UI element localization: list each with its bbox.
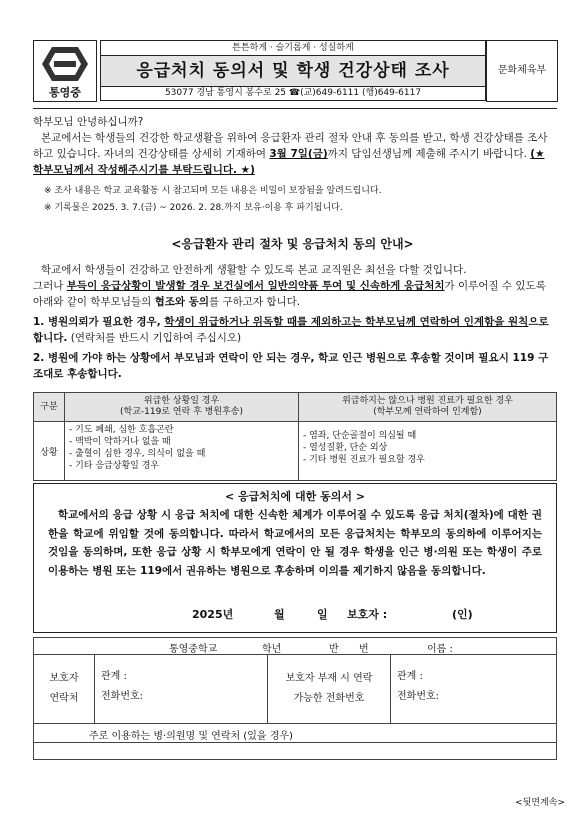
school-motto: 튼튼하게 · 슬기롭게 · 성실하게 bbox=[100, 40, 486, 55]
table-header-nonurgent: 위급하지는 않으나 병원 진료가 필요한 경우 (학부모께 연락하여 인계함) bbox=[299, 393, 557, 422]
deadline-date: 3월 7일(금) bbox=[269, 148, 328, 160]
table-row bbox=[34, 743, 557, 760]
hospital-info-field[interactable]: 주로 이용하는 병·의원명 및 연락처 (있을 경우) bbox=[34, 724, 557, 743]
row-label: 상황 bbox=[34, 422, 65, 481]
school-emblem-icon bbox=[40, 45, 90, 83]
procedure-item-2: 2. 병원에 가야 하는 상황에서 부모님과 연락이 안 되는 경우, 학교 인근 병원으로 후송할 것이며 필요시 119 구조대로 후송합니다. bbox=[33, 352, 549, 380]
guardian-contact-label: 보호자 연락처 bbox=[34, 655, 95, 724]
table-row bbox=[34, 724, 557, 743]
guardian-name-field[interactable]: 보호자 : bbox=[347, 608, 388, 621]
guardian-contact-field[interactable]: 관계 : 전화번호: bbox=[95, 655, 268, 724]
student-name-field[interactable]: 이름 : bbox=[427, 644, 453, 655]
page-title: 응급처치 동의서 및 학생 건강상태 조사 bbox=[100, 55, 486, 87]
consent-body: 학교에서의 응급 상황 시 응급 처치에 대한 신속한 체계가 이루어질 수 있도록 응급 처치(절차)에 대한 권한을 학교에 위임할 것에 동의합니다. 따라서 학교에서의 모든 응급처치는 학부모의 동의하에 이루어지는 것임을 동의하며, 또한 응급 상황 시 학부모에게 연락이 안 될 경우 학생을 인근 병·의원 또는 학생이 주로 이용하는 병원 또는 119에서 권유하는 병원으로 후송하며 이의를 제기하지 않음을 동의합니다. bbox=[48, 509, 542, 577]
alt-contact-label: 보호자 부재 시 연락 가능한 전화번호 bbox=[268, 655, 391, 724]
school-logo bbox=[33, 40, 97, 102]
hospital-info-blank[interactable] bbox=[34, 743, 557, 760]
number-field[interactable]: 번 bbox=[359, 644, 369, 655]
student-info-table bbox=[33, 637, 557, 760]
urgent-cases: - 기도 폐쇄, 심한 호흡곤란 - 맥박이 약하거나 없을 때 - 출혈이 심한 경우, 의식이 없을 때 - 기타 응급상황일 경우 bbox=[65, 422, 299, 481]
table-header-row bbox=[34, 393, 557, 422]
retention-note: ※ 기록물은 2025. 3. 7.(금) ~ 2026. 2. 28.까지 보유·이용 후 파기됩니다. bbox=[44, 203, 343, 213]
school-address: 53077 경남 통영시 봉수로 25 ☎(교)649-6111 (행)649-6117 bbox=[100, 86, 486, 101]
table-row bbox=[34, 638, 557, 655]
table-row bbox=[34, 655, 557, 724]
grade-field[interactable]: 학년 bbox=[262, 644, 282, 655]
section-intro-1: 학교에서 학생들이 건강하고 안전하게 생활할 수 있도록 본교 교직원은 최선을 다할 것입니다. bbox=[41, 264, 467, 276]
consent-month[interactable]: 월 bbox=[274, 608, 285, 621]
class-field[interactable]: 반 bbox=[329, 644, 339, 655]
consent-day[interactable]: 일 bbox=[317, 608, 328, 621]
seal-mark[interactable]: (인) bbox=[452, 608, 473, 621]
table-header-category: 구분 bbox=[34, 393, 65, 422]
header-divider bbox=[33, 108, 557, 109]
table-header-urgent: 위급한 상황일 경우 (학교-119로 연락 후 병원후송) bbox=[65, 393, 299, 422]
situation-table bbox=[33, 392, 557, 481]
section-intro-2: 그러나 부득이 응급상황이 발생할 경우 보건실에서 일반의약품 투여 및 신속하게 응급처치가 이루어질 수 있도록 아래와 같이 학부모님들의 협조와 동의를 구하고자 합니다. bbox=[33, 280, 546, 308]
consent-box bbox=[33, 483, 557, 633]
request-note: (★ 학부모님께서 작성해주시기를 부탁드립니다. ★) bbox=[33, 148, 545, 176]
section-title: <응급환자 관리 절차 및 응급처치 동의 안내> bbox=[171, 237, 414, 251]
consent-year: 2025년 bbox=[192, 608, 234, 621]
table-row bbox=[34, 422, 557, 481]
department-label: 문화체육부 bbox=[486, 40, 558, 102]
letter-paragraph: 본교에서는 학생들의 건강한 학교생활을 위하여 응급환자 관리 절차 안내 후 동의를 받고, 학생 건강상태를 조사하고 있습니다. 자녀의 건강상태를 상세히 기재하여 3월 7일(금)까지 담임선생님께 제출해 주시기 바랍니다. (★ 학부모님께서 작성해주시기를 부탁드립니다. ★) bbox=[33, 132, 548, 176]
procedure-item-1: 1. 병원의뢰가 필요한 경우, 학생이 위급하거나 위독할 때를 제외하고는 학부모님께 연락하여 인계함을 원칙으로 합니다. (연락처를 반드시 기입하여 주십시오) bbox=[33, 316, 549, 344]
nonurgent-cases: - 염좌, 단순골절이 의심될 때 - 열성질환, 단순 외상 - 기타 병원 진료가 필요할 경우 bbox=[299, 422, 557, 481]
alt-contact-field[interactable]: 관계 : 전화번호: bbox=[391, 655, 557, 724]
greeting: 학부모님 안녕하십니까? bbox=[33, 116, 144, 128]
privacy-note: ※ 조사 내용은 학교 교육활동 시 참고되며 모든 내용은 비밀이 보장됨을 알려드립니다. bbox=[44, 186, 382, 196]
continue-on-back-note: <뒷면계속> bbox=[515, 798, 565, 808]
consent-title: < 응급처치에 대한 동의서 > bbox=[224, 490, 365, 503]
student-id-row bbox=[34, 638, 557, 655]
logo-text: 통영중 bbox=[49, 86, 81, 99]
school-name: 통영중학교 bbox=[169, 644, 218, 655]
